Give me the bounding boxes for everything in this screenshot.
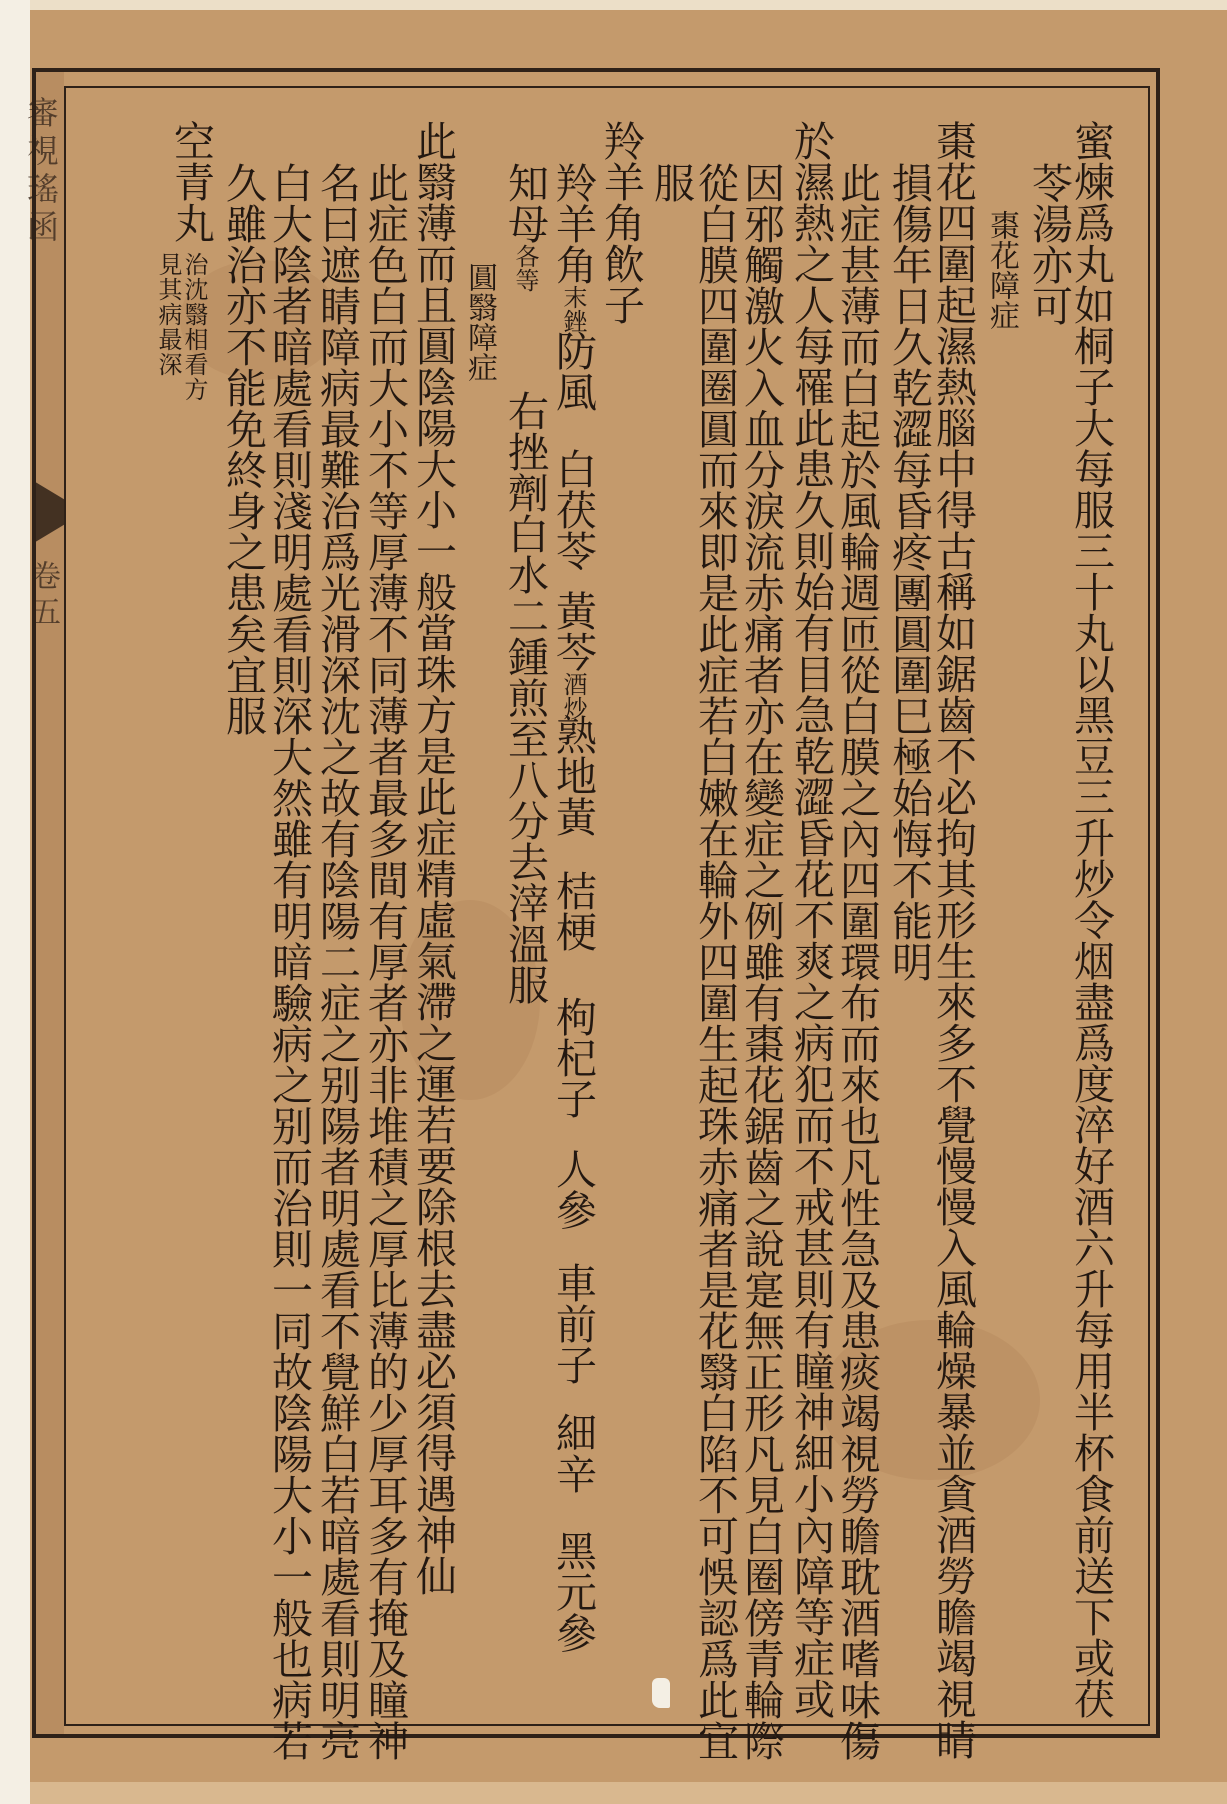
text-column-2: 苓湯亦可: [1025, 162, 1073, 326]
section-heading-zaohua: 棗花障症: [984, 210, 1019, 330]
ingredient-name: 知母: [501, 162, 549, 244]
text-column-7: 於濕熱之人每罹此患久則始有目急乾澀昏花不爽之病犯而不戒甚則有瞳神細小內障等症或: [787, 120, 835, 1719]
recipe-note-line-2: 見其病最深: [154, 252, 182, 377]
recipe-title-lingyangjiao: 羚羊角飲子: [597, 120, 645, 325]
text-column-19: 久雖治亦不能免終身之患矣宜服: [219, 162, 267, 736]
ingredient-note: 各等: [511, 244, 539, 292]
ingredient-shudihuang: 熟地黃: [549, 714, 597, 837]
ingredient-huangqin: [549, 590, 597, 720]
page-bottom-edge: [30, 1782, 1227, 1804]
text-column-5: 損傷年日久乾澀每昏疼團圓圍巳極始悔不能明: [885, 162, 933, 982]
margin-volume-label: 卷五: [25, 560, 60, 632]
margin-book-title: 審視瑤函: [22, 96, 60, 248]
ingredient-lingyangjiao: [549, 162, 597, 333]
recipe-note-line-1: 治沈翳相看方: [180, 252, 208, 402]
ingredient-renshen: 人參: [549, 1148, 597, 1230]
ingredient-name: 黃芩: [549, 590, 597, 672]
ingredient-note: 末銼: [559, 285, 587, 333]
recipe-title-kongqingwan: 空青丸: [167, 120, 215, 243]
page-left-edge: [0, 0, 30, 1804]
ingredient-heiyuanshen: 黑元參: [549, 1530, 597, 1653]
text-column-16: 此症色白而大小不等厚薄不同薄者最多間有厚者亦非堆積之厚比薄的少厚耳多有掩及瞳神: [361, 162, 409, 1761]
text-column-1: 蜜煉爲丸如桐子大每服三十丸以黑豆三升炒令烟盡爲度淬好酒六升每用半杯食前送下或茯: [1067, 120, 1115, 1719]
ingredient-note: 酒炒: [559, 672, 587, 720]
ingredient-xixin: 細辛: [549, 1412, 597, 1494]
text-column-9: 從白膜四圍圈圓而來即是此症若白嫩在輪外四圍生起珠赤痛者是花翳白陷不可悞認爲此宜: [691, 162, 739, 1761]
paper-tear: [652, 1678, 670, 1708]
ingredient-baifuling: 白茯苓: [549, 448, 597, 571]
preparation-instructions: 右挫劑白水二鍾煎至八分去滓溫服: [501, 390, 549, 1005]
text-column-8: 因邪觸激火入血分淚流赤痛者亦在變症之例雖有棗花鋸齒之說寔無正形凡見白圈傍青輪際: [737, 162, 785, 1761]
text-column-15: 此翳薄而且圓陰陽大小一般當珠方是此症精虛氣滯之運若要除根去盡必須得遇神仙: [409, 120, 457, 1596]
text-column-6: 此症甚薄而白起於風輪週匝從白膜之內四圍環布而來也凡性急及患痰竭視勞瞻耽酒嗜味傷: [833, 162, 881, 1761]
ingredient-fangfeng: 防風: [549, 330, 597, 412]
ingredient-jiegeng: 桔梗: [549, 870, 597, 952]
ingredient-name: 羚羊角: [549, 162, 597, 285]
text-column-17: 名曰遮睛障病最難治爲光滑深沈之故有陰陽二症之别陽者明處看不覺鮮白若暗處看則明亮: [313, 162, 361, 1761]
ingredient-cheqianzi: 車前子: [549, 1262, 597, 1385]
text-column-18: 白大陰者暗處看則淺明處看則深大然雖有明暗驗病之别而治則一同故陰陽大小一般也病若: [265, 162, 313, 1761]
ingredient-zhimu: [501, 162, 549, 292]
text-column-4: 棗花四圍起濕熱腦中得古稱如鋸齒不必拘其形生來多不覺慢慢入風輪燥暴並貪酒勞瞻竭視睛: [929, 120, 977, 1760]
text-column-10: 服: [647, 162, 695, 203]
ingredient-gouqizi: 枸杞子: [549, 996, 597, 1119]
page-top-edge: [0, 0, 1227, 10]
section-heading-yuanyi: 圓翳障症: [462, 262, 497, 382]
